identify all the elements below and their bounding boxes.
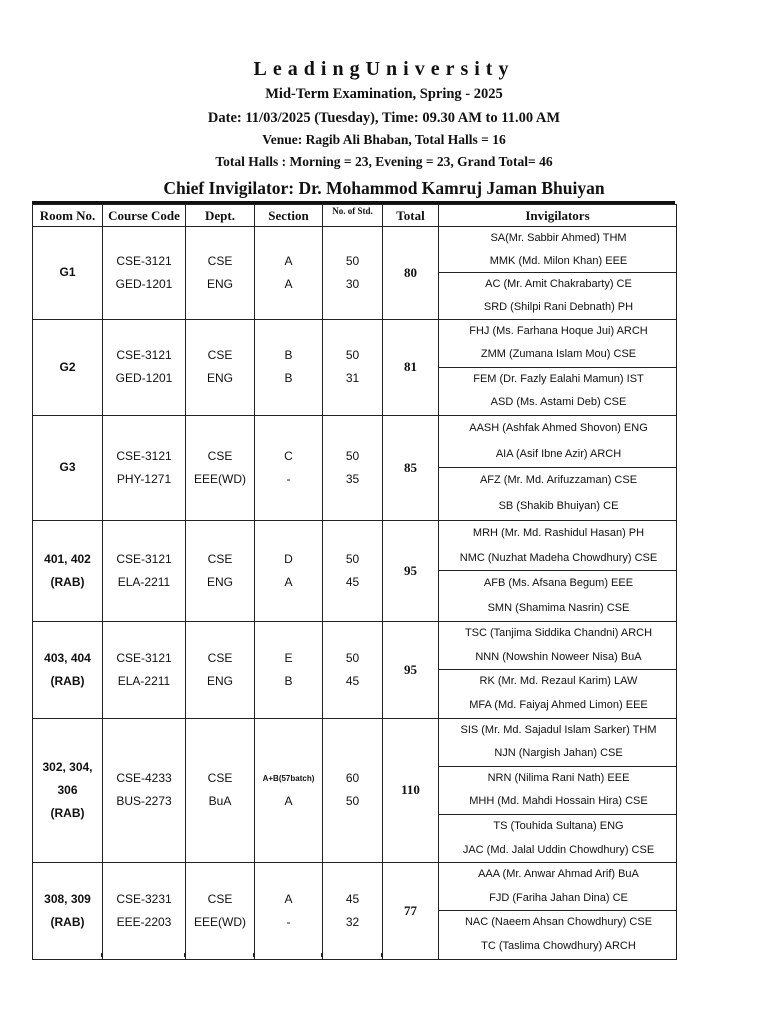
col-room-header: Room No. (33, 205, 103, 227)
room-number: G1 (59, 265, 76, 280)
student-count: 31 (345, 371, 360, 386)
invigilators-cell (439, 416, 677, 521)
student-count: 45 (345, 673, 360, 688)
room-number: (RAB) (50, 673, 85, 688)
student-count: 35 (345, 471, 360, 486)
table-row (33, 227, 677, 320)
invigilator-group (439, 863, 676, 911)
university-title: LeadingUniversity (253, 58, 515, 80)
course-code-cell (103, 520, 186, 622)
dept-name: CSE (207, 771, 233, 786)
course-code: CSE-3121 (116, 551, 172, 566)
total-cell: 80 (383, 227, 439, 320)
room-number: (RAB) (50, 805, 85, 820)
course-code: CSE-3231 (116, 892, 172, 907)
section-name: - (286, 915, 291, 930)
invigilator-name: NJN (Nargish Jahan) CSE (494, 747, 623, 760)
table-tail-line (253, 953, 254, 957)
dept-name: ENG (206, 574, 233, 589)
hall-totals: Total Halls : Morning = 23, Evening = 23, Grand Total= 46 (215, 154, 553, 169)
table-row (33, 319, 677, 416)
invigilator-group (439, 416, 676, 468)
dept-name: BuA (208, 794, 232, 809)
col-section-header: Section (255, 205, 323, 227)
invigilator-group (439, 815, 676, 863)
room-number: (RAB) (50, 574, 85, 589)
room-cell (33, 416, 103, 521)
invigilator-name: FHJ (Ms. Farhana Hoque Jui) ARCH (469, 324, 648, 337)
dept-name-cell (186, 863, 255, 960)
section-name: D (284, 551, 293, 566)
exam-title: Mid-Term Examination, Spring - 2025 (265, 86, 503, 102)
room-number: 401, 402 (44, 551, 91, 566)
room-cell (33, 718, 103, 863)
invigilator-name: JAC (Md. Jalal Uddin Chowdhury) CSE (462, 843, 655, 856)
table-row (33, 863, 677, 960)
student-count-cell (323, 863, 383, 960)
table-row (33, 718, 677, 863)
invigilator-name: ZMM (Zumana Islam Mou) CSE (480, 348, 637, 361)
invigilator-group (439, 622, 676, 670)
invigilator-name: SA(Mr. Sabbir Ahmed) THM (490, 232, 627, 244)
section-name: E (284, 650, 293, 665)
room-number: G3 (59, 460, 76, 475)
table-tail-line (321, 953, 322, 957)
total-cell: 95 (383, 520, 439, 622)
invigilator-group (439, 670, 676, 718)
student-count-cell (323, 319, 383, 416)
course-code: CSE-4233 (116, 771, 172, 786)
invigilator-name: TSC (Tanjima Siddika Chandni) ARCH (464, 627, 653, 639)
room-cell (33, 319, 103, 416)
col-dept-header: Dept. (186, 205, 255, 227)
dept-name: EEE(WD) (194, 915, 246, 930)
dept-name-cell (186, 319, 255, 416)
student-count-cell (323, 227, 383, 320)
invigilator-name: MMK (Md. Milon Khan) EEE (489, 254, 628, 267)
dept-name: CSE (207, 348, 233, 363)
invigilator-name: TC (Taslima Chowdhury) ARCH (481, 940, 636, 953)
dept-name: ENG (206, 371, 233, 386)
invigilators-cell (439, 622, 677, 719)
course-code: CSE-3121 (116, 448, 172, 463)
col-total-header: Total (383, 205, 439, 227)
dept-name: CSE (207, 551, 233, 566)
invigilator-group (439, 273, 676, 319)
invigilator-group (439, 571, 676, 621)
total-cell: 81 (383, 319, 439, 416)
student-count-cell (323, 718, 383, 863)
invigilator-name: RK (Mr. Md. Rezaul Karim) LAW (479, 675, 638, 687)
invigilators-cell (439, 863, 677, 960)
course-code-cell (103, 319, 186, 416)
section-name: B (284, 348, 293, 363)
student-count: 50 (345, 448, 360, 463)
total-cell: 95 (383, 622, 439, 719)
invigilator-group (439, 911, 676, 959)
invigilator-group (439, 320, 676, 368)
invigilator-name: AC (Mr. Amit Chakrabarty) CE (485, 278, 632, 290)
section-name: A (284, 276, 293, 291)
invigilator-name: FEM (Dr. Fazly Ealahi Mamun) IST (473, 372, 644, 385)
course-code: CSE-3121 (116, 650, 172, 665)
course-code-cell (103, 718, 186, 863)
course-code: GED-1201 (115, 371, 173, 386)
student-count-cell (323, 622, 383, 719)
room-cell (33, 227, 103, 320)
section-name-cell (255, 520, 323, 622)
total-cell: 85 (383, 416, 439, 521)
invigilator-group (439, 227, 676, 273)
course-code-cell (103, 622, 186, 719)
section-name-cell (255, 319, 323, 416)
section-name: A (284, 794, 293, 809)
invigilator-name: SB (Shakib Bhuiyan) CE (498, 499, 619, 512)
invigilator-group (439, 368, 676, 416)
dept-name-cell (186, 227, 255, 320)
col-course-header: Course Code (103, 205, 186, 227)
room-number: (RAB) (50, 915, 85, 930)
section-name-cell (255, 622, 323, 719)
dept-name: EEE(WD) (194, 471, 246, 486)
dept-name-cell (186, 520, 255, 622)
invigilators-cell (439, 319, 677, 416)
invigilator-name: AASH (Ashfak Ahmed Shovon) ENG (469, 422, 648, 434)
invigilator-group (439, 468, 676, 520)
course-code: BUS-2273 (116, 794, 172, 809)
invigilators-cell (439, 227, 677, 320)
table-header-row (33, 205, 677, 227)
student-count: 45 (345, 574, 360, 589)
table-tail-line (381, 953, 382, 957)
student-count: 32 (345, 915, 360, 930)
room-cell (33, 863, 103, 960)
room-number: 302, 304, (42, 759, 93, 774)
course-code: PHY-1271 (116, 471, 172, 486)
invigilator-name: SIS (Mr. Md. Sajadul Islam Sarker) THM (460, 723, 657, 736)
table-row (33, 416, 677, 521)
dept-name: ENG (206, 673, 233, 688)
section-name: A (284, 892, 293, 907)
room-cell (33, 520, 103, 622)
student-count: 30 (345, 276, 360, 291)
section-name: A (284, 574, 293, 589)
room-number: 308, 309 (44, 892, 91, 907)
invigilator-name: ASD (Ms. Astami Deb) CSE (490, 396, 627, 409)
chief-invigilator: Chief Invigilator: Dr. Mohammod Kamruj Jaman Bhuiyan (163, 178, 605, 198)
col-invigilators-header: Invigilators (439, 205, 677, 227)
course-code: GED-1201 (115, 276, 173, 291)
section-name: B (284, 673, 293, 688)
total-cell: 110 (383, 718, 439, 863)
invigilator-name: AAA (Mr. Anwar Ahmad Arif) BuA (478, 868, 639, 881)
course-code: EEE-2203 (116, 915, 172, 930)
invigilator-name: AFZ (Mr. Md. Arifuzzaman) CSE (479, 474, 638, 486)
dept-name: ENG (206, 276, 233, 291)
section-name: A+B(57batch) (262, 774, 315, 784)
section-name-cell (255, 718, 323, 863)
section-name: A (284, 253, 293, 268)
course-code-cell (103, 416, 186, 521)
dept-name: CSE (207, 448, 233, 463)
student-count-cell (323, 520, 383, 622)
student-count: 50 (345, 551, 360, 566)
invigilator-name: FJD (Fariha Jahan Dina) CE (489, 892, 628, 905)
section-name: - (286, 471, 291, 486)
invigilator-name: NMC (Nuzhat Madeha Chowdhury) CSE (459, 551, 658, 564)
invigilator-name: AIA (Asif Ibne Azir) ARCH (495, 447, 622, 460)
student-count: 45 (345, 892, 360, 907)
invigilator-name: AFB (Ms. Afsana Begum) EEE (483, 577, 634, 589)
dept-name-cell (186, 416, 255, 521)
table-tail-line (101, 953, 102, 957)
section-name-cell (255, 227, 323, 320)
invigilators-cell (439, 520, 677, 622)
exam-venue: Venue: Ragib Ali Bhaban, Total Halls = 16 (262, 132, 506, 147)
dept-name-cell (186, 718, 255, 863)
course-code-cell (103, 227, 186, 320)
table-tail-line (184, 953, 185, 957)
student-count: 50 (345, 253, 360, 268)
dept-name: CSE (207, 650, 233, 665)
room-number: 306 (57, 782, 78, 797)
course-code: CSE-3121 (116, 348, 172, 363)
table-row (33, 520, 677, 622)
table-row (33, 622, 677, 719)
student-count-cell (323, 416, 383, 521)
schedule-table (32, 204, 677, 960)
invigilator-name: NNN (Nowshin Noweer Nisa) BuA (475, 650, 642, 663)
invigilator-name: TS (Touhida Sultana) ENG (493, 819, 624, 832)
invigilator-group (439, 719, 676, 767)
dept-name-cell (186, 622, 255, 719)
course-code: CSE-3121 (116, 253, 172, 268)
total-cell: 77 (383, 863, 439, 960)
exam-datetime: Date: 11/03/2025 (Tuesday), Time: 09.30 AM to 11.00 AM (207, 110, 561, 126)
invigilator-name: MHH (Md. Mahdi Hossain Hira) CSE (469, 795, 648, 808)
invigilator-name: NAC (Naeem Ahsan Chowdhury) CSE (464, 916, 653, 929)
dept-name: CSE (207, 892, 233, 907)
student-count: 50 (345, 650, 360, 665)
student-count: 50 (345, 794, 360, 809)
invigilator-name: NRN (Nilima Rani Nath) EEE (487, 771, 630, 784)
invigilator-name: MFA (Md. Faiyaj Ahmed Limon) EEE (469, 698, 648, 711)
invigilator-name: SMN (Shamima Nasrin) CSE (487, 602, 630, 614)
course-code-cell (103, 863, 186, 960)
invigilator-group (439, 767, 676, 815)
course-code: ELA-2211 (117, 574, 171, 589)
section-name: B (284, 371, 293, 386)
invigilator-group (439, 521, 676, 572)
section-name: C (284, 448, 293, 463)
section-name-cell (255, 416, 323, 521)
room-cell (33, 622, 103, 719)
section-name-cell (255, 863, 323, 960)
room-number: G2 (59, 359, 76, 374)
invigilator-name: SRD (Shilpi Rani Debnath) PH (483, 300, 634, 313)
invigilators-cell (439, 718, 677, 863)
col-students-header: No. of Std. (323, 205, 383, 227)
course-code: ELA-2211 (117, 673, 171, 688)
student-count: 50 (345, 348, 360, 363)
room-number: 403, 404 (44, 650, 91, 665)
invigilator-name: MRH (Mr. Md. Rashidul Hasan) PH (472, 526, 645, 539)
student-count: 60 (345, 771, 360, 786)
dept-name: CSE (207, 253, 233, 268)
